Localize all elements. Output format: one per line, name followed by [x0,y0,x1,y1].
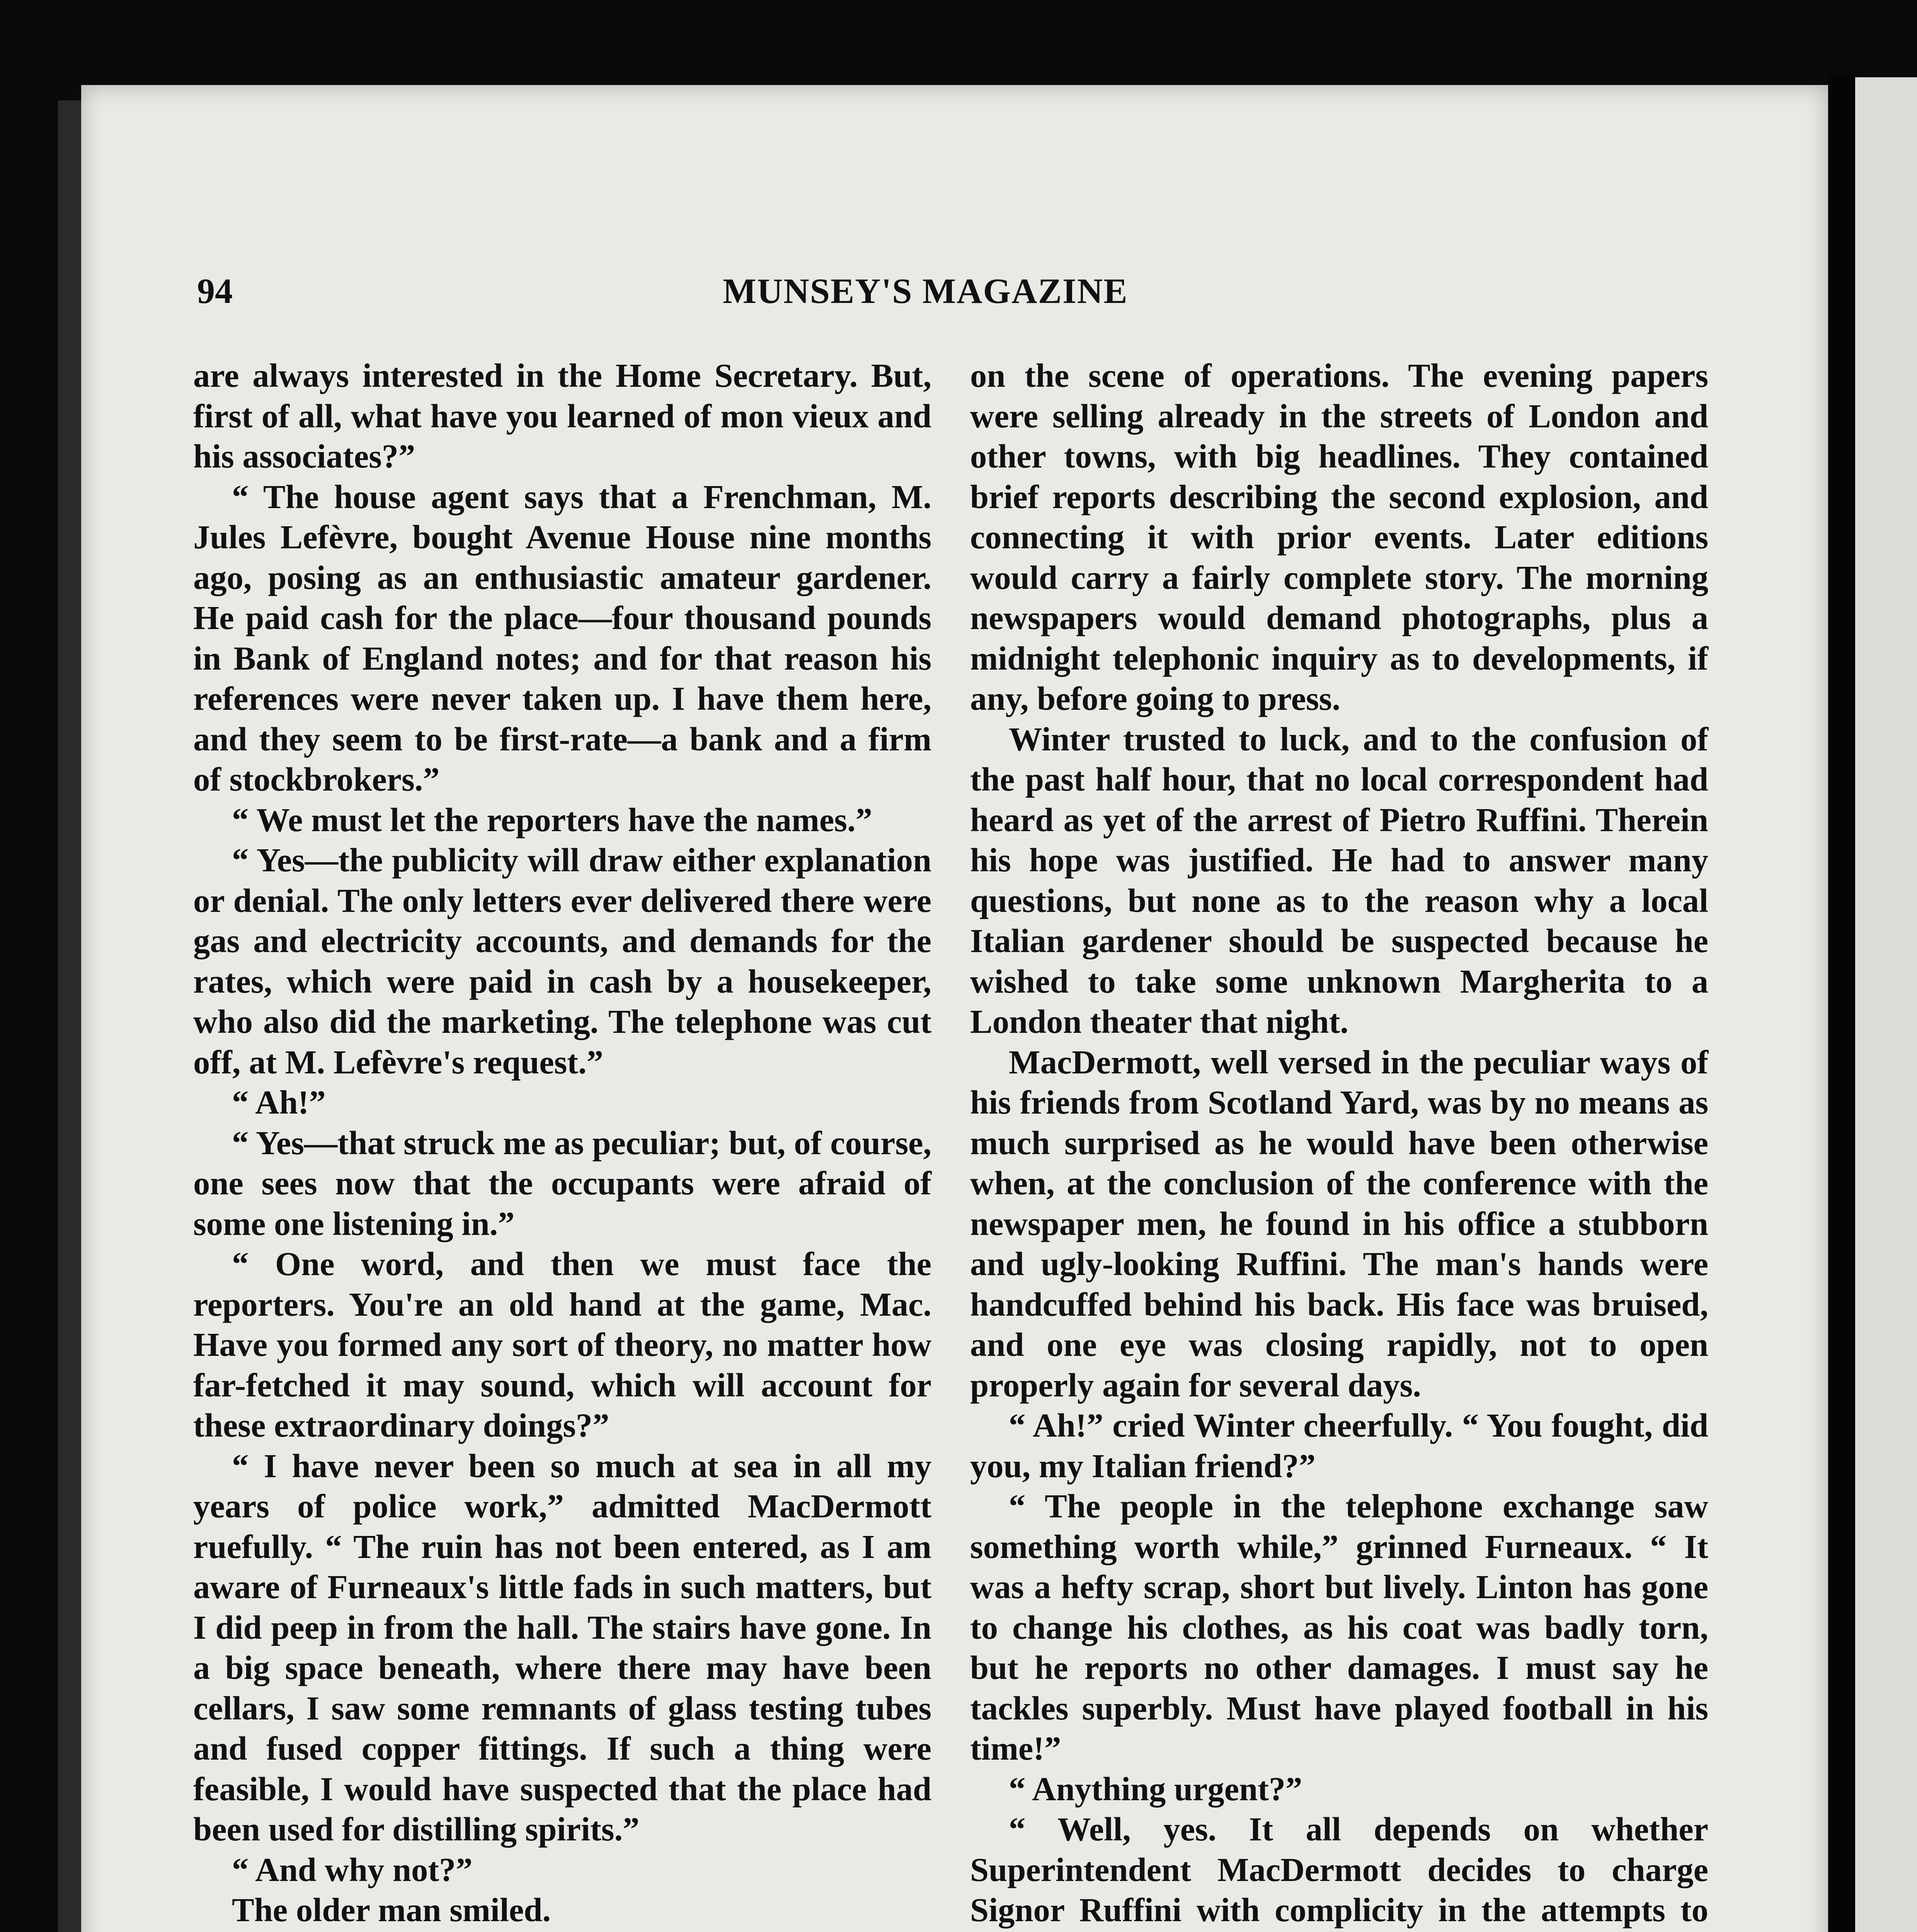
paragraph: “ Ah!” [232,1084,326,1121]
page-number: 94 [197,271,233,311]
left-column [193,355,931,1932]
paragraph: MacDermott, well versed in the peculiar ways of his friends from Scotland Yard, was by no means as much surprised as he would have been otherwise when, at the conclusion of the conference with the newspaper men, he found in his office a stubborn and ugly-looking Ruffini. The man's hands were handcuffed behind his back. His face was bruised, and one eye was closing rapidly, not to open properly again for several days. [970,1043,1708,1404]
running-title: MUNSEY'S MAGAZINE [723,271,1128,311]
paragraph: “ The house agent says that a Frenchman, M. Jules Lefèvre, bought Avenue House nine months ago, posing as an enthusiastic amateur gardener. He paid cash for the place—four thousand pounds in Bank of England notes; and for that reason his references were never taken up. I have them here, and they seem to be first-rate—a bank and a firm of stockbrokers.” [193,478,931,798]
paragraph: “ Anything urgent?” [1009,1770,1302,1808]
right-column [970,355,1708,1932]
paragraph: “ And why not?” [232,1851,473,1888]
paragraph: “ Ah!” cried Winter cheerfully. “ You fought, did you, my Italian friend?” [970,1407,1708,1485]
paragraph: “ The people in the telephone exchange saw something worth while,” grinned Furneaux. “ It was a hefty scrap, short but lively. Linton has gone to change his clothes, as his coat was badly torn, but he reports no other damages. I must say he tackles superbly. Must have played football in his time!” [970,1488,1708,1767]
paragraph: “ Yes—the publicity will draw either explanation or denial. The only letters ever delivered there were gas and electricity accounts, and demands for the rates, which were paid in cash by a housekeeper, who also did the marketing. The telephone was cut off, at M. Lefèvre's request.” [193,842,931,1081]
paragraph: are always interested in the Home Secretary. But, first of all, what have you learned of mon vieux and his associates?” [193,357,931,475]
adjacent-page-edge [1855,77,1917,1932]
page-left-edge-shadow [58,100,81,1932]
paragraph: “ Well, yes. It all depends on whether Superintendent MacDermott decides to charge Signor Ruffini with complicity in the attempts to [970,1811,1708,1929]
paragraph: “ We must let the reporters have the names.” [232,801,872,838]
paragraph: “ One word, and then we must face the reporters. You're an old hand at the game, Mac. Have you formed any sort of theory, no matter how far-fetched it may sound, which will account for these extraordinary doings?” [193,1245,931,1444]
paragraph: “ I have never been so much at sea in all my years of police work,” admitted MacDermott ruefully. “ The ruin has not been entered, as I am aware of Furneaux's little fads in such matters, but I did peep in from the hall. The stairs have gone. In a big space beneath, where there may have been cellars, I saw some remnants of glass testing tubes and fused copper fittings. If such a thing were feasible, I would have suspected that the place had been used for distilling spirits.” [193,1447,931,1848]
paragraph [193,1930,931,1932]
paragraph: on the scene of operations. The evening papers were selling already in the streets of London and other towns, with big headlines. They contained brief reports describing the second explosion, and connecting it with prior events. Later editions would carry a fairly complete story. The morning newspapers would demand photographs, plus a midnight telephonic inquiry as to developments, if any, before going to press. [970,357,1708,717]
paragraph: “ Yes—that struck me as peculiar; but, of course, one sees now that the occupants were afraid of some one listening in.” [193,1124,931,1242]
book-spine [1828,73,1855,1932]
paragraph: Winter trusted to luck, and to the confusion of the past half hour, that no local correspondent had heard as yet of the arrest of Pietro Ruffini. Therein his hope was justified. He had to answer many questions, but none as to the reason why a local Italian gardener should be suspected because he wished to take some unknown Margherita to a London theater that night. [970,720,1708,1040]
paragraph: The older man smiled. [232,1891,551,1929]
